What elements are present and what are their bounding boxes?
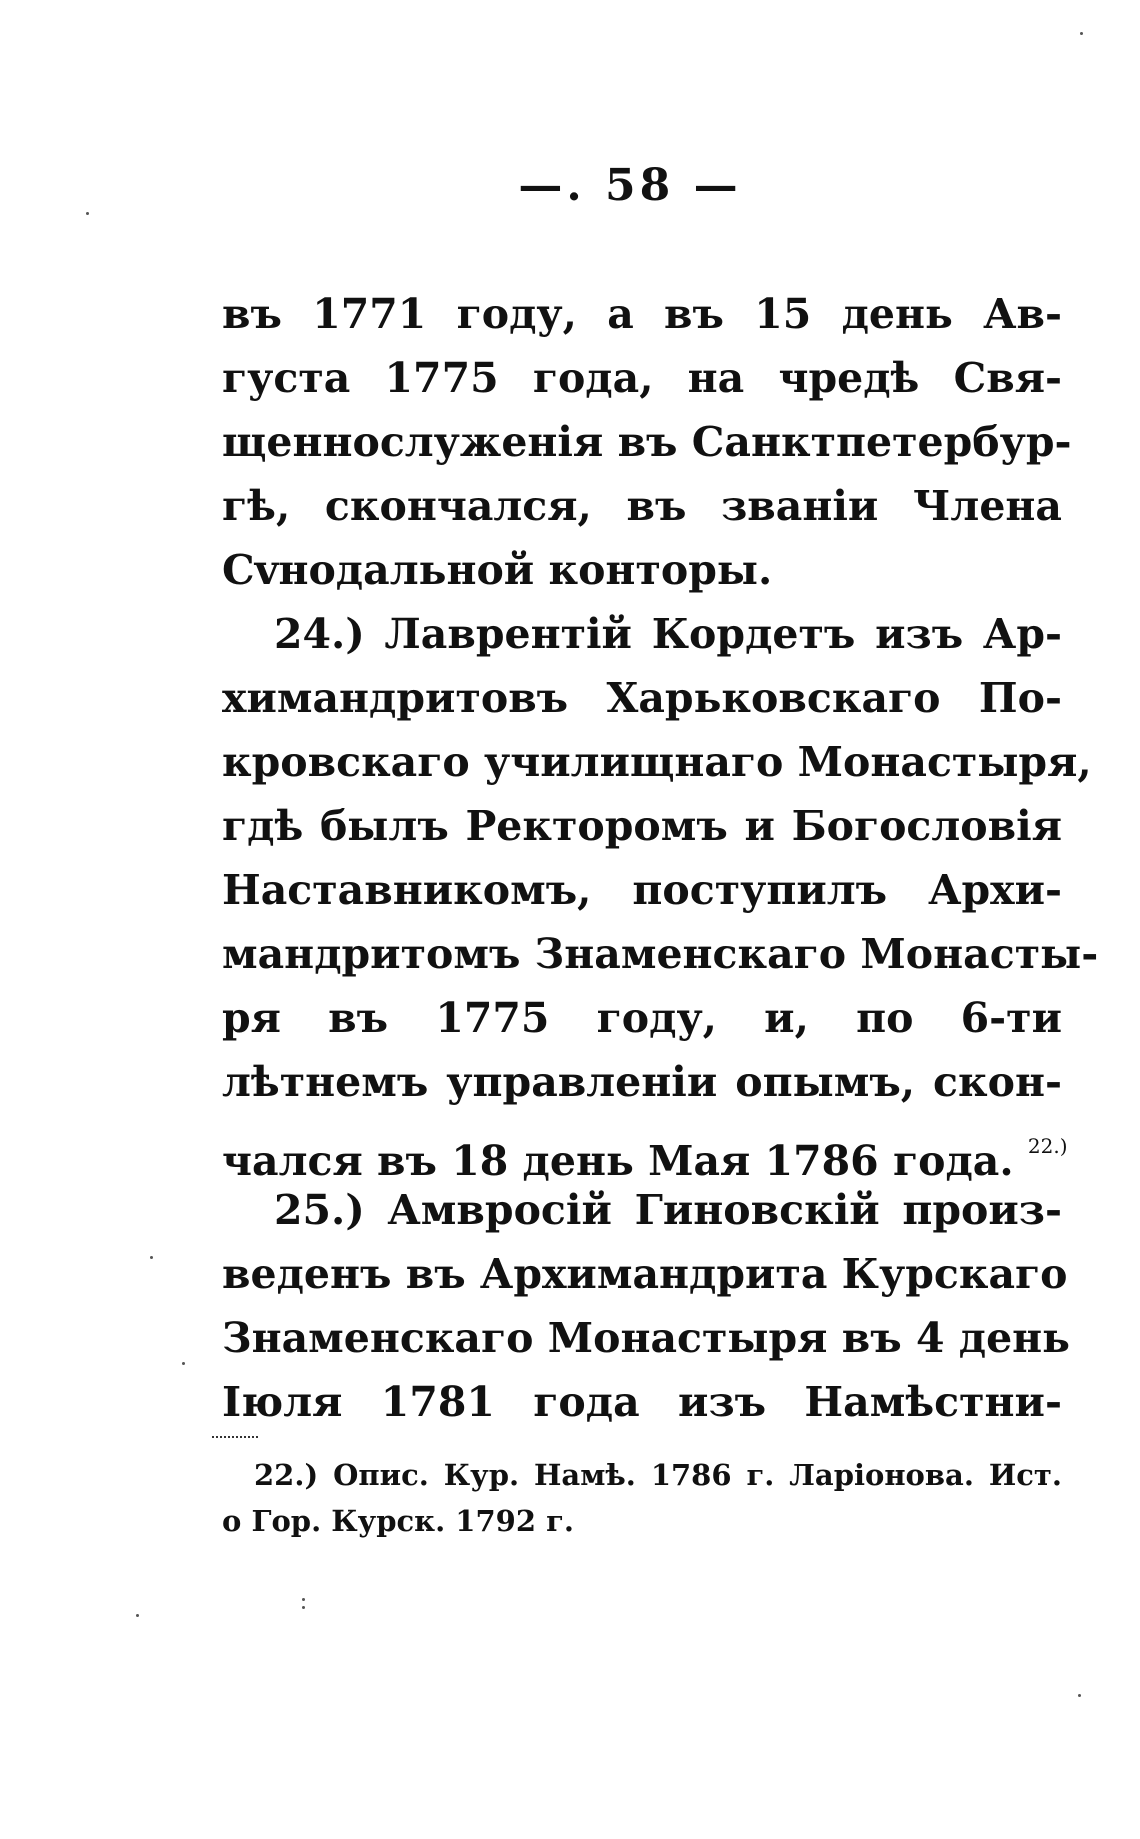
scan-speck [86,212,89,215]
text-line: Знаменскаго Монастыря въ 4 день [222,1314,1071,1362]
text-line: гдѣ былъ Ректоромъ и Богословія [222,802,1062,850]
paragraph-start-25: 25.) Амвросій Гиновскій произ- [274,1186,1062,1234]
text-line: ря въ 1775 году, и, по 6-ти [222,994,1062,1042]
page-number: —. 58 — [518,160,742,211]
text-line: щеннослуженія въ Санктпетербур- [222,418,1072,466]
text-line: веденъ въ Архимандрита Курскаго [222,1250,1068,1298]
text-line: гѣ, скончался, въ званіи Члена [222,482,1062,530]
scan-speck [182,1362,185,1365]
footnote-divider [212,1436,258,1438]
text-line: Іюля 1781 года изъ Намѣстни- [222,1378,1062,1426]
scan-speck [1078,1694,1081,1697]
text-line-with-note [222,1114,1068,1185]
text-line: лѣтнемъ управленіи опымъ, скон- [222,1058,1062,1106]
text-line: мандритомъ Знаменскаго Монасты- [222,930,1099,978]
scan-speck [136,1614,139,1617]
scan-speck [150,1256,153,1259]
scan-speck [1080,32,1083,35]
scan-speck [302,1606,305,1609]
footnote [222,1452,1062,1544]
text-line: въ 1771 году, а въ 15 день Ав- [222,290,1062,338]
footnote-line: 22.) Опис. Кур. Намѣ. 1786 г. Ларіонова. Ист. [254,1458,1062,1492]
text-line: густа 1775 года, на чредѣ Свя- [222,354,1062,402]
body-text [222,282,1099,1434]
footnote-line: о Гор. Курск. 1792 г. [222,1504,574,1538]
text-line: Наставникомъ, поступилъ Архи- [222,866,1062,914]
paragraph-start-24: 24.) Лаврентій Кордетъ изъ Ар- [274,610,1062,658]
text-line: химандритовъ Харьковскаго По- [222,674,1062,722]
text-line: Сvнодальной конторы. [222,546,773,594]
text-line: чался въ 18 день Мая 1786 года. [222,1137,1014,1185]
text-line: кровскаго училищнаго Монастыря, [222,738,1092,786]
scan-speck [302,1598,305,1601]
footnote-reference: 22.) [1027,1134,1068,1158]
